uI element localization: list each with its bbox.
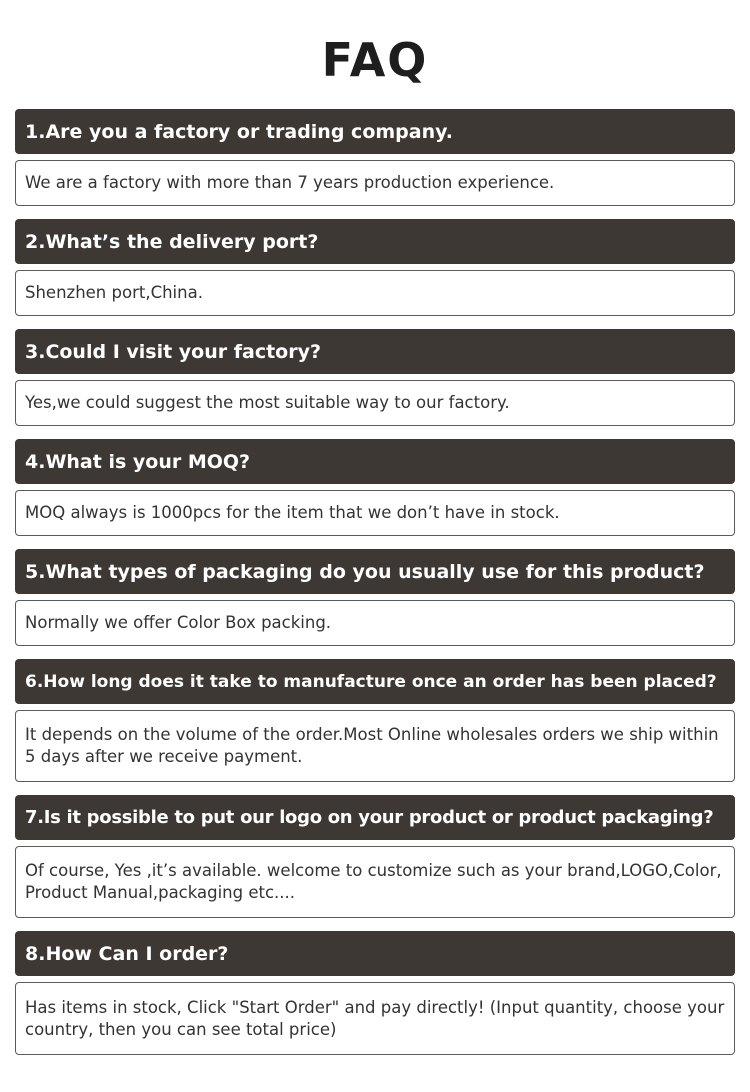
faq-question: 5.What types of packaging do you usually use for this product? — [15, 549, 735, 594]
faq-question: 1.Are you a factory or trading company. — [15, 109, 735, 154]
faq-question: 3.Could I visit your factory? — [15, 329, 735, 374]
faq-answer: Normally we offer Color Box packing. — [15, 600, 735, 646]
faq-item-3 — [15, 329, 735, 426]
faq-answer: MOQ always is 1000pcs for the item that we don’t have in stock. — [15, 490, 735, 536]
faq-list — [15, 109, 735, 1068]
faq-item-1 — [15, 109, 735, 206]
faq-question: 6.How long does it take to manufacture once an order has been placed? — [15, 659, 735, 704]
faq-question: 4.What is your MOQ? — [15, 439, 735, 484]
faq-question: 2.What’s the delivery port? — [15, 219, 735, 264]
faq-question: 7.Is it possible to put our logo on your product or product packaging? — [15, 795, 735, 840]
faq-answer: It depends on the volume of the order.Most Online wholesales orders we ship within 5 days after we receive payment. — [15, 710, 735, 782]
faq-answer: Shenzhen port,China. — [15, 270, 735, 316]
faq-item-5 — [15, 549, 735, 646]
faq-answer: Of course, Yes ,it’s available. welcome to customize such as your brand,LOGO,Color, Product Manual,packaging etc.... — [15, 846, 735, 918]
faq-answer: Has items in stock, Click "Start Order" and pay directly! (Input quantity, choose your country, then you can see total price) — [15, 982, 735, 1055]
page-title: FAQ — [321, 33, 429, 87]
faq-item-7 — [15, 795, 735, 918]
faq-answer: We are a factory with more than 7 years production experience. — [15, 160, 735, 206]
faq-item-8 — [15, 931, 735, 1055]
faq-question: 8.How Can I order? — [15, 931, 735, 976]
faq-answer: Yes,we could suggest the most suitable way to our factory. — [15, 380, 735, 426]
faq-item-6 — [15, 659, 735, 782]
faq-item-4 — [15, 439, 735, 536]
faq-item-2 — [15, 219, 735, 316]
